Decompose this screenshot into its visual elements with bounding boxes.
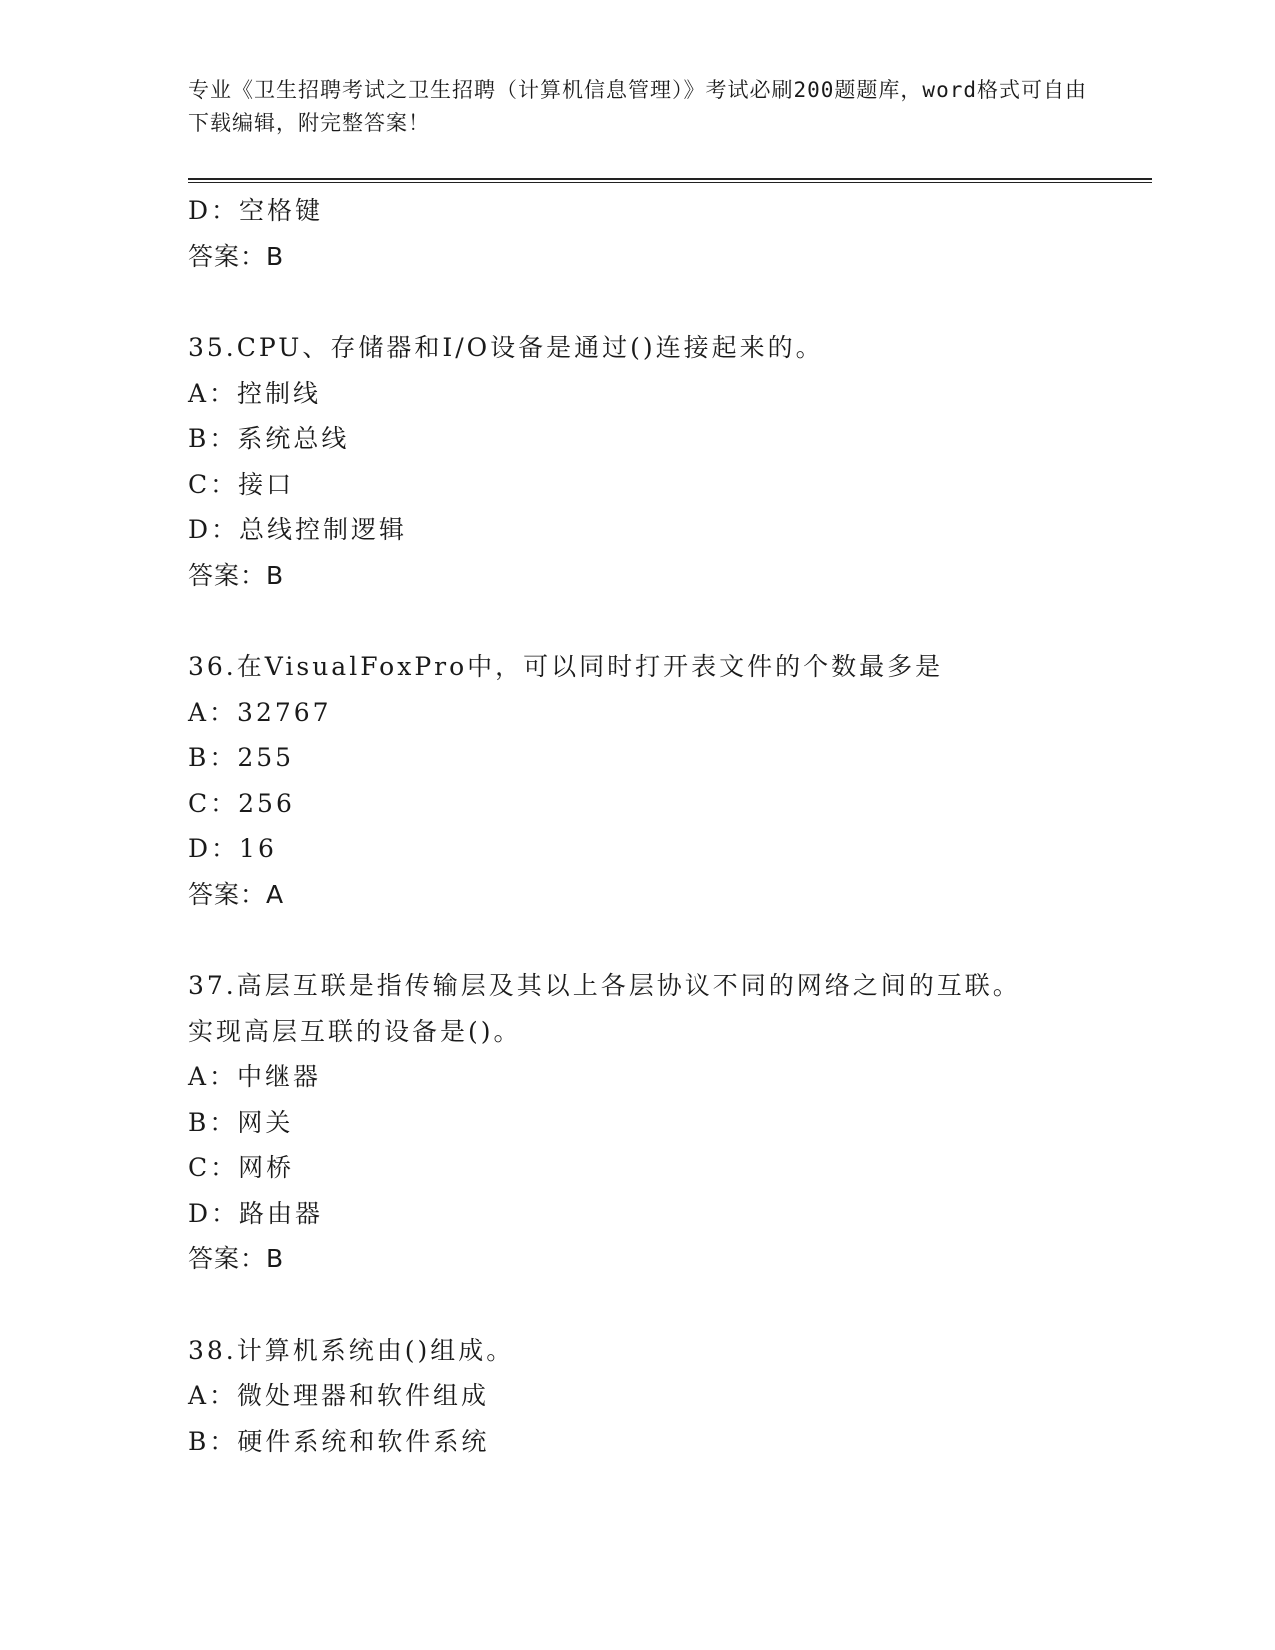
question-35: 35.CPU、存储器和I/O设备是通过()连接起来的。 <box>188 333 824 362</box>
question-35-option-c: C：接口 <box>188 469 295 499</box>
question-37-option-a: A：中继器 <box>188 1062 322 1091</box>
question-36-answer: 答案：A <box>188 879 285 909</box>
question-35-option-d: D：总线控制逻辑 <box>188 515 408 544</box>
question-37-option-d: D：路由器 <box>188 1198 324 1228</box>
question-36: 36.在VisualFoxPro中，可以同时打开表文件的个数最多是 <box>188 652 944 681</box>
question-36-option-a: A：32767 <box>188 697 332 727</box>
question-37: 37.高层互联是指传输层及其以上各层协议不同的网络之间的互联。实现高层互联的设备是()。 <box>188 971 1021 1046</box>
question-35-answer: 答案：B <box>188 560 285 590</box>
question-35-option-a: A：控制线 <box>188 378 322 408</box>
question-36-option-d: D：16 <box>188 834 277 863</box>
question-38-option-b: B：硬件系统和软件系统 <box>188 1426 490 1456</box>
spacer <box>188 917 1148 963</box>
question-35-option-b: B：系统总线 <box>188 424 350 453</box>
question-37-answer: 答案：B <box>188 1244 285 1273</box>
option-d: D：空格键 <box>188 196 324 225</box>
spacer <box>188 1282 1148 1328</box>
question-38: 38.计算机系统由()组成。 <box>188 1335 515 1365</box>
question-37-option-b: B：网关 <box>188 1107 294 1137</box>
question-36-option-b: B：255 <box>188 743 295 772</box>
question-37-option-c: C：网桥 <box>188 1153 295 1182</box>
question-content <box>188 188 1148 1464</box>
question-36-option-c: C：256 <box>188 788 295 818</box>
question-38-option-a: A：微处理器和软件组成 <box>188 1381 490 1410</box>
answer: 答案：B <box>188 241 285 271</box>
document-header: 专业《卫生招聘考试之卫生招聘（计算机信息管理）》考试必刷200题题库，word格式可自由下载编辑，附完整答案！ <box>188 78 1087 135</box>
header-divider <box>188 178 1152 183</box>
spacer <box>188 598 1148 644</box>
spacer <box>188 279 1148 325</box>
